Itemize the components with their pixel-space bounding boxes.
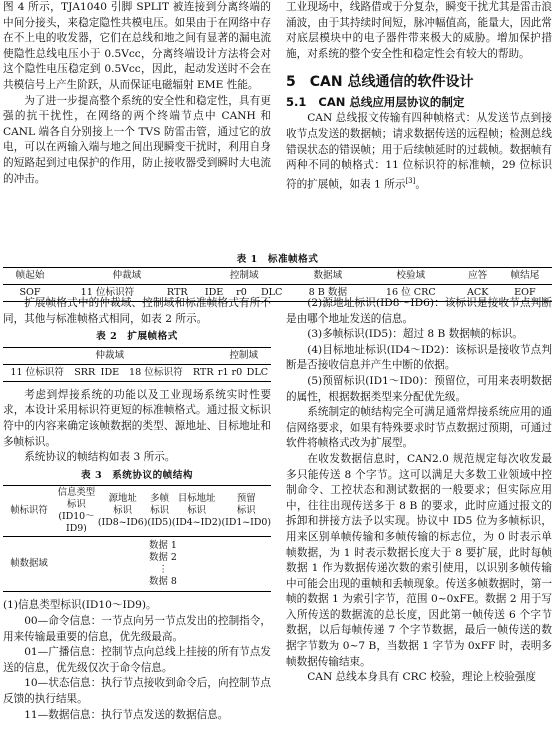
left-paragraph-10: 11—数据信息：执行节点发送的数据信息。 [24,708,229,721]
t3-reserved: 预留 标识 (ID1~ID0) [221,493,271,529]
t1-header: 帧起始 [15,270,45,281]
t2-header: 仲裁域 [95,349,125,361]
right-column-bottom [286,296,552,686]
left-paragraph-9: 10—状态信息：执行节点接收到命令后，向控制节点反馈的执行结果。 [3,677,271,705]
left-paragraph-2: 为了进一步提高整个系统的安全性和稳定性，具有更强的抗干扰性，在网络的两个终端节点中 CANH 和 CANL 端各自分别接上一个 TVS 防雷击管，通过它的放电，可以在两输入端与地之间出现瞬变干扰时，利用自身的短路起到过电保护的作用，防止接收器受到瞬时大电流的冲击。 [3,94,271,185]
table-2-caption: 表 2 扩展帧格式 [96,331,178,343]
t3-info-type: 信息类型 标识 (ID10～ID9) [57,487,96,535]
t1-header: 帧结尾 [510,270,540,281]
section-number: 5 [286,74,296,91]
t1-cell: r0 [236,287,247,298]
t3-data-field-label: 帧数据域 [10,558,48,570]
t2-cell: 11 位标识符 [10,366,64,378]
left-paragraph-4: 考虑到焊接系统的功能以及工业现场系统实时性要求，本设计采用标识符更短的标准帧格式。通过报文标识符中的内容来确定该帧数据的类型、源地址、目标地址和多帧标识。 [3,388,271,448]
t1-cell: 16 位 CRC [385,287,436,298]
t1-cell: ACK [466,287,489,298]
t3-dst-addr: 目标地址 标识 (ID4~ID2) [171,493,222,529]
t1-cell: 8 B 数据 [308,287,348,298]
t1-header: 仲裁域 [112,270,142,281]
t3-data-row: 数据 8 [149,576,177,588]
t3-data-row: ⋮ [158,564,168,576]
t2-cell: r1 [217,366,229,378]
subsection-heading [286,93,552,111]
left-column-bottom [3,296,271,723]
table-3-caption: 表 3 系统协议的帧结构 [81,469,193,481]
t3-data-row: 数据 2 [149,552,177,564]
t2-cell: 18 位标识符 [129,366,183,378]
right-paragraph-7: 系统制定的帧结构完全可满足通常焊接系统应用的通信网络要求，如果有特殊要求时节点数据过预期，可通过软件将帧格式改为扩展型。 [286,406,552,450]
left-paragraph-6: (1)信息类型标识(ID10～ID9)。 [3,599,157,612]
t2-cell: DLC [246,366,269,378]
table-1-caption: 表 1 标准帧格式 [236,254,319,265]
t2-cell: RTR [192,366,214,378]
right-paragraph-4: (3)多帧标识(ID5)：超过 8 B 数据帧的标识。 [307,328,523,341]
right-column-top [286,0,552,193]
t1-header: 数据域 [313,270,343,281]
t3-multi-frame: 多帧 标识 (ID5) [147,493,172,529]
section-title: CAN 总线通信的软件设计 [309,74,474,91]
left-paragraph-1: 图 4 所示，TJA1040 引脚 SPLIT 被连接到分离终端的中间分接头，来稳定隐性共模电压。如果由于在网络中存在不上电的收发器，它们在总线和地之间有显著的漏电流使隐性总线电压小于 0.5Vcc，分离终端设计方法将会对这个隐性电压稳定到 0.5Vcc，因此，起动发送时不会在共模信号上产生阶跃，从而保证电磁辐射 EME 性能。 [3,1,271,91]
left-column-top [3,0,271,187]
t1-cell: IDE [204,287,224,298]
left-paragraph-7: 00—命令信息：一节点向另一节点发出的控制指令，用来传输最重要的信息，优先级最高。 [3,614,271,643]
subsection-number: 5.1 [286,95,307,110]
t3-src-addr: 源地址 标识 (ID8~ID6) [97,493,148,529]
right-paragraph-6: (5)预留标识(ID1～ID0)：预留位，可用来表明数据的属性，根据数据类型来分配优先级。 [286,374,552,403]
t1-header: 校验域 [396,270,426,281]
t2-header: 控制域 [229,349,259,361]
right-paragraph-5: (4)目标地址标识(ID4～ID2)：该标识是接收节点判断是否接收信息并产生中断的依据。 [286,343,552,372]
t2-cell: SRR [74,366,96,378]
left-paragraph-5: 系统协议的帧结构如表 3 所示。 [24,451,176,464]
t1-cell: RTR [166,287,188,298]
right-paragraph-2: CAN 总线报文传输有四种帧格式：从发送节点到接收节点发送的数据帧；请求数据传送的远程帧；检测总线错误状态的错误帧；用于后续帧延时的过载帧。数据帧有两种不同的帧格式：11 位标识符的标准帧，29 位标识符的扩展帧，如表 1 所示[3]。 [286,112,552,191]
t1-header: 控制域 [229,270,259,281]
t1-header: 应答 [468,270,488,281]
t3-frame-id-label: 帧标识符 [10,505,48,517]
t1-cell: DLC [260,287,283,298]
t2-cell: IDE [100,366,120,378]
t1-cell: 11 位标识符 [80,287,135,298]
section-heading [286,71,552,93]
right-paragraph-1: 工业现场中，线路借或于分复杂，瞬变干扰尤其是雷击浪涌波，由于其持续时间短，脉冲幅值高，能量大，因此常对底层模块中的电子器件带来极大的威胁。增加保护措施，对系统的整个安全性和稳定性会有较大的帮助。 [286,1,552,60]
right-paragraph-8: 在收发数据信息时，CAN2.0 规范规定每次收发最多只能传送 8 个字节。这可以满足大多数工业领域中控制命令、工控状态和测试数据的一般要求；但实际应用中，往往出现传送多于 8 B 的要求，此时应通过报文的拆卸和拼接方法予以实现。协议中 ID5 位为多帧标识，用来区别单帧传输和多帧传输的标志位，为 0 时表示单帧数据，为 1 时表示数据长度大于 8 要扩展，此时每帧数据 1 作为数据传递次数的索引使用，以识别多帧传输中可能会出现的重帧和丢帧现象。传送多帧数据时，第一帧的数据 1 为索引字节，范围 0~0xFE。数据 2 用于写入所传送的数据流的总长度，因此第一帧传送 6 个字节数据，以后每帧传递 7 个字节数据，最后一帧传送的数据字节数为 0~7 B，当数据 1 字节为 0xFF 时，表明多帧数据传输结束。 [286,452,552,668]
t1-cell: SOF [19,287,41,298]
table-1 [3,249,552,302]
t1-cell: EOF [514,287,536,298]
t2-cell: r0 [231,366,243,378]
right-paragraph-3: (2)源地址标识(ID8～ID6)：该标识是接收节点判断是由哪个地址发送的信息。 [286,297,552,325]
table-2 [3,329,271,382]
table-3 [3,468,271,593]
right-paragraph-9: CAN 总线本身具有 CRC 校验，理论上校验强度 [307,671,537,684]
t3-data-row: 数据 1 [149,540,177,552]
left-paragraph-3: 扩展帧格式中的仲裁域、控制域和标准帧格式有所不同，其他与标准帧格式相同，如表 2 所示。 [3,297,271,325]
left-paragraph-8: 01—广播信息：控制节点向总线上挂接的所有节点发送的信息，优先级仅次于命令信息。 [3,646,271,674]
t3-data-cell [55,537,271,592]
subsection-title: CAN 总线应用层协议的制定 [318,95,465,110]
